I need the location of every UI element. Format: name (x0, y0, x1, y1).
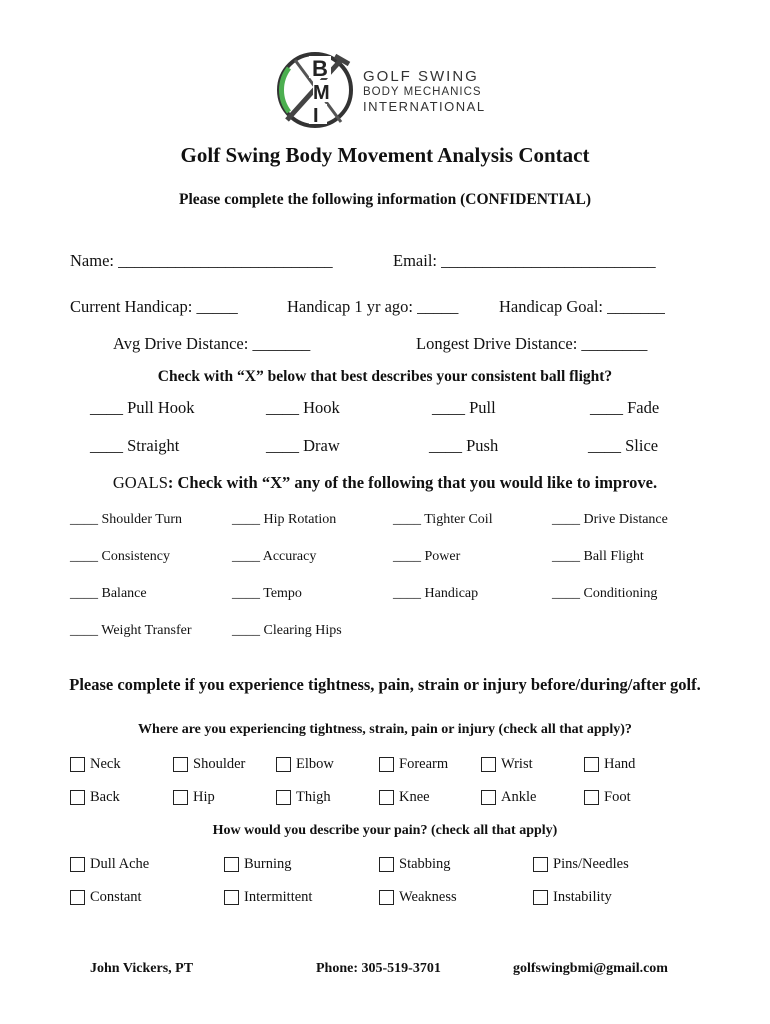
checkbox-label: Knee (399, 789, 430, 805)
ball-flight-option[interactable]: ____ Fade (590, 398, 660, 417)
dull-ache-checkbox[interactable] (70, 857, 85, 872)
logo-line-1: GOLF SWING (363, 68, 479, 85)
wrist-checkbox[interactable] (481, 757, 496, 772)
ball-flight-option[interactable]: ____ Draw (266, 436, 340, 455)
goal-option[interactable]: ____ Accuracy (232, 549, 317, 564)
checkbox-label: Forearm (399, 756, 449, 772)
handicap-goal-field[interactable]: Handicap Goal: _______ (499, 297, 665, 316)
goal-option[interactable]: ____ Hip Rotation (232, 512, 337, 527)
ball-flight-option[interactable]: ____ Straight (90, 436, 180, 455)
goal-option[interactable]: ____ Tighter Coil (393, 512, 493, 527)
stabbing-checkbox[interactable] (379, 857, 394, 872)
goals-instruction: : Check with “X” any of the following that you would like to improve. (167, 473, 658, 492)
forearm-checkbox[interactable] (379, 757, 394, 772)
knee-checkbox[interactable] (379, 790, 394, 805)
goal-option[interactable]: ____ Clearing Hips (232, 623, 342, 638)
shoulder-checkbox[interactable] (173, 757, 188, 772)
longest-drive-field[interactable]: Longest Drive Distance: ________ (416, 334, 648, 353)
goal-option[interactable]: ____ Ball Flight (552, 549, 644, 564)
page-title: Golf Swing Body Movement Analysis Contact (180, 143, 590, 167)
intermittent-checkbox[interactable] (224, 890, 239, 905)
hip-checkbox[interactable] (173, 790, 188, 805)
footer-phone: Phone: 305-519-3701 (316, 961, 441, 976)
pain-question: How would you describe your pain? (check all that apply) (212, 823, 558, 838)
goal-option[interactable]: ____ Weight Transfer (70, 623, 192, 638)
ball-flight-option[interactable]: ____ Slice (588, 436, 659, 455)
checkbox-label: Back (90, 789, 120, 805)
checkbox-label: Stabbing (399, 856, 451, 872)
injury-heading: Please complete if you experience tightness, pain, strain or injury before/during/after golf. (69, 675, 701, 694)
checkbox-label: Elbow (296, 756, 334, 772)
checkbox-label: Hand (604, 756, 636, 772)
name-field[interactable]: Name: __________________________ (70, 251, 333, 270)
thigh-checkbox[interactable] (276, 790, 291, 805)
bmi-logo-icon (275, 50, 361, 130)
goal-option[interactable]: ____ Tempo (232, 586, 302, 601)
checkbox-label: Neck (90, 756, 121, 772)
ball-flight-option[interactable]: ____ Push (429, 436, 499, 455)
logo-line-2: BODY MECHANICS (363, 86, 482, 98)
handicap-1yr-field[interactable]: Handicap 1 yr ago: _____ (287, 297, 459, 316)
email-field[interactable]: Email: __________________________ (393, 251, 656, 270)
checkbox-label: Constant (90, 889, 142, 905)
checkbox-label: Instability (553, 889, 612, 905)
goals-label: GOALS (112, 473, 168, 492)
checkbox-label: Thigh (296, 789, 331, 805)
checkbox-label: Foot (604, 789, 631, 805)
avg-drive-field[interactable]: Avg Drive Distance: _______ (113, 334, 311, 353)
goal-option[interactable]: ____ Balance (70, 586, 147, 601)
checkbox-label: Burning (244, 856, 292, 872)
logo-letter-m: M (313, 82, 330, 104)
checkbox-label: Wrist (501, 756, 533, 772)
foot-checkbox[interactable] (584, 790, 599, 805)
goal-option[interactable]: ____ Drive Distance (552, 512, 668, 527)
back-checkbox[interactable] (70, 790, 85, 805)
ball-flight-option[interactable]: ____ Pull (432, 398, 496, 417)
goal-option[interactable]: ____ Conditioning (552, 586, 658, 601)
burning-checkbox[interactable] (224, 857, 239, 872)
location-question: Where are you experiencing tightness, strain, pain or injury (check all that apply)? (138, 722, 632, 737)
hand-checkbox[interactable] (584, 757, 599, 772)
goals-heading (0, 473, 770, 493)
goal-option[interactable]: ____ Power (393, 549, 461, 564)
subtitle: Please complete the following information (CONFIDENTIAL) (179, 191, 591, 208)
checkbox-label: Dull Ache (90, 856, 150, 872)
checkbox-label: Shoulder (193, 756, 246, 772)
ball-flight-heading: Check with “X” below that best describes your consistent ball flight? (157, 368, 613, 385)
checkbox-label: Intermittent (244, 889, 313, 905)
goal-option[interactable]: ____ Handicap (393, 586, 479, 601)
footer-name: John Vickers, PT (90, 961, 194, 976)
pins-needles-checkbox[interactable] (533, 857, 548, 872)
elbow-checkbox[interactable] (276, 757, 291, 772)
current-handicap-field[interactable]: Current Handicap: _____ (70, 297, 238, 316)
checkbox-label: Ankle (501, 789, 537, 805)
logo-letter-i: I (313, 105, 319, 127)
footer-email[interactable]: golfswingbmi@gmail.com (513, 961, 668, 976)
ball-flight-option[interactable]: ____ Hook (266, 398, 340, 417)
ball-flight-option[interactable]: ____ Pull Hook (90, 398, 195, 417)
weakness-checkbox[interactable] (379, 890, 394, 905)
neck-checkbox[interactable] (70, 757, 85, 772)
goal-option[interactable]: ____ Consistency (70, 549, 170, 564)
logo (275, 50, 505, 130)
logo-letter-b: B (312, 56, 328, 81)
checkbox-label: Pins/Needles (553, 856, 629, 872)
checkbox-label: Hip (193, 789, 215, 805)
logo-line-3: INTERNATIONAL (363, 99, 486, 114)
checkbox-label: Weakness (399, 889, 457, 905)
instability-checkbox[interactable] (533, 890, 548, 905)
ankle-checkbox[interactable] (481, 790, 496, 805)
goal-option[interactable]: ____ Shoulder Turn (70, 512, 183, 527)
constant-checkbox[interactable] (70, 890, 85, 905)
